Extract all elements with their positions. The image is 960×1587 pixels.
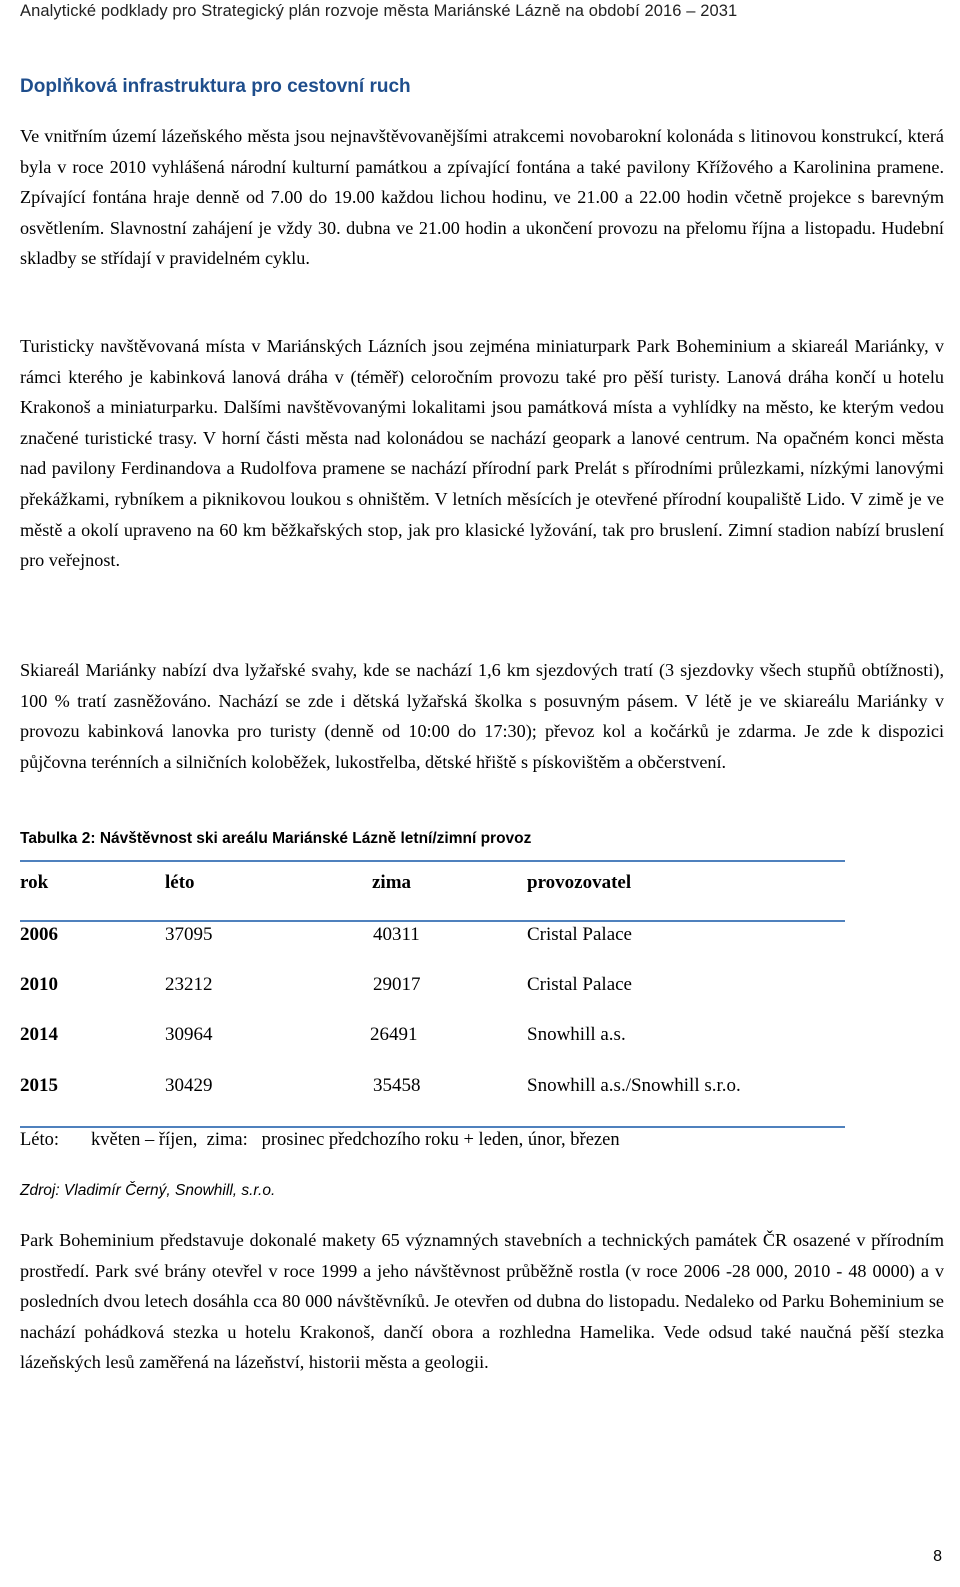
table-cell-operator: Cristal Palace xyxy=(527,924,632,945)
table-cell-operator: Snowhill a.s./Snowhill s.r.o. xyxy=(527,1075,741,1096)
table-caption: Tabulka 2: Návštěvnost ski areálu Mariánské Lázně letní/zimní provoz xyxy=(20,830,532,847)
visit-table xyxy=(20,860,850,1130)
table-header-rule xyxy=(20,920,845,922)
paragraph-tourist-sites: Turisticky navštěvovaná místa v Mariánských Lázních jsou zejména miniaturpark Park Boheminium a skiareál Mariánky, v rámci kterého je kabinková lanová dráha v (téměř) celoročním provozu také pro pěší turisty. Lanová dráha končí u hotelu Krakonoš a miniaturparku. Dalšími navštěvovanými lokalitami jsou památková místa a vyhlídky na město, ke kterým vedou značené turistické trasy. V horní části města nad kolonádou se nachází geopark a lanové centrum. Na opačném konci města nad pavilony Ferdinandova a Rudolfova pramene se nachází přírodní park Prelát s přírodními průlezkami, nízkými lanovými překážkami, rybníkem a piknikovou loukou s ohništěm. V letních měsících je otevřené přírodní koupaliště Lido. V zimě je ve městě a okolí upraveno na 60 km běžkařských stop, jak pro klasické lyžování, tak pro bruslení. Zimní stadion nabízí bruslení pro veřejnost. xyxy=(20,336,944,571)
table-cell-winter: 29017 xyxy=(373,974,421,995)
table-cell-summer: 30429 xyxy=(165,1075,213,1096)
page-number: 8 xyxy=(933,1548,942,1565)
table-cell-year: 2015 xyxy=(20,1075,58,1096)
table-cell-summer: 23212 xyxy=(165,974,213,995)
table-cell-summer: 30964 xyxy=(165,1024,213,1045)
table-source: Zdroj: Vladimír Černý, Snowhill, s.r.o. xyxy=(20,1182,276,1199)
table-cell-year: 2014 xyxy=(20,1024,58,1045)
table-cell-summer: 37095 xyxy=(165,924,213,945)
paragraph-boheminium: Park Boheminium představuje dokonalé makety 65 významných stavebních a technických památek ČR osazené v přírodním prostředí. Park své brány otevřel v roce 1999 a jeho návštěvnost průběžně rostla (v roce 2006 -28 000, 2010 - 48 0000) a v posledních dvou letech dosáhla cca 80 000 návštěvníků. Je otevřen od dubna do listopadu. Nedaleko od Parku Boheminium se nachází pohádková stezka u hotelu Krakonoš, dančí obora a rozhledna Hamelika. Vede odsud také naučná pěší stezka lázeňských lesů zaměřená na lázeňství, historii města a geologii. xyxy=(20,1230,944,1373)
note-text: květen – říjen, zima: prosinec předchozího roku + leden, únor, březen xyxy=(91,1130,620,1150)
table-note xyxy=(20,1130,620,1151)
table-cell-year: 2010 xyxy=(20,974,58,995)
table-cell-operator: Cristal Palace xyxy=(527,974,632,995)
table-header-operator: provozovatel xyxy=(527,872,632,893)
table-header-winter: zima xyxy=(372,872,412,893)
table-header-summer: léto xyxy=(165,872,195,893)
table-header-year: rok xyxy=(20,872,49,893)
section-title: Doplňková infrastruktura pro cestovní ruch xyxy=(20,76,411,97)
table-cell-year: 2006 xyxy=(20,924,58,945)
table-cell-winter: 35458 xyxy=(373,1075,421,1096)
table-cell-winter: 40311 xyxy=(373,924,420,945)
table-cell-operator: Snowhill a.s. xyxy=(527,1024,626,1045)
note-label: Léto: xyxy=(20,1130,60,1150)
paragraph-ski-resort: Skiareál Mariánky nabízí dva lyžařské svahy, kde se nachází 1,6 km sjezdových tratí (3 sjezdovky všech stupňů obtížnosti), 100 % tratí zasněžováno. Nachází se zde i dětská lyžařská školka s posuvným pásem. V létě je ve skiareálu Mariánky v provozu kabinková lanovka pro turisty (denně od 10:00 do 17:30); převoz kol a kočárků je zdarma. Je zde k dispozici půjčovna terénních a silničních koloběžek, lukostřelba, dětské hřiště s pískovištěm a občerstvení. xyxy=(20,660,944,772)
paragraph-colonnade: Ve vnitřním území lázeňského města jsou nejnavštěvovanějšími atrakcemi novobarokní kolonáda s litinovou konstrukcí, která byla v roce 2010 vyhlášená národní kulturní památkou a zpívající fontána a také pavilony Křížového a Karolinina pramene. Zpívající fontána hraje denně od 7.00 do 19.00 každou lichou hodinu, ve 21.00 a 22.00 hodin včetně projekce s barevným osvětlením. Slavnostní zahájení je vždy 30. dubna ve 21.00 hodin a ukončení provozu na přelomu října a listopadu. Hudební skladby se střídají v pravidelném cyklu. xyxy=(20,126,944,269)
table-bottom-rule xyxy=(20,1126,845,1128)
table-cell-winter: 26491 xyxy=(370,1024,418,1045)
table-top-rule xyxy=(20,860,845,862)
running-header: Analytické podklady pro Strategický plán rozvoje města Mariánské Lázně na období 2016 – 2031 xyxy=(20,2,738,20)
